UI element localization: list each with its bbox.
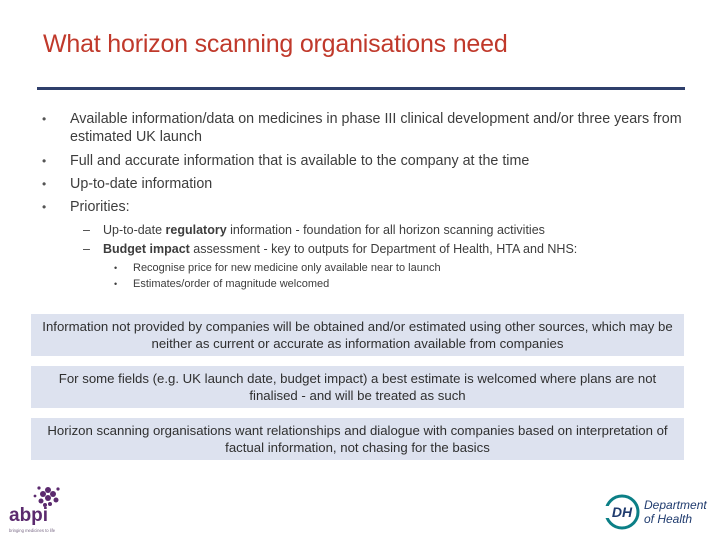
sub-bullet-item: [0, 261, 720, 278]
bullet-dot: •: [42, 200, 47, 214]
bullet-text: Available information/data on medicines in phase III clinical development and/or three years from estimated UK launch: [70, 111, 682, 145]
abpi-tagline: bringing medicines to life: [9, 528, 56, 533]
info-box-companies: Information not provided by companies will be obtained and/or estimated using other sources, which may be neither as current or accurate as information available from companies: [31, 314, 684, 356]
department-of-health-logo: [604, 494, 716, 530]
slide-title: What horizon scanning organisations need: [43, 30, 508, 58]
dh-name-line2: of Health: [644, 512, 693, 526]
sub-bullet-text: Recognise price for new medicine only available near to launch: [133, 262, 441, 274]
bullet-item: [0, 175, 720, 198]
sub-bullet-text: Estimates/order of magnitude welcomed: [133, 278, 330, 290]
dash-marker: –: [83, 242, 90, 256]
bullet-list: [0, 110, 720, 294]
bullet-item: [0, 198, 720, 222]
priority-text: Up-to-date regulatory information - foundation for all horizon scanning activities: [103, 223, 545, 237]
bullet-item: [0, 152, 720, 175]
bullet-text: Priorities:: [70, 199, 130, 215]
bullet-dot: •: [114, 263, 118, 273]
bullet-text: Full and accurate information that is available to the company at the time: [70, 153, 530, 169]
info-box-estimates: For some fields (e.g. UK launch date, budget impact) a best estimate is welcomed where plans are not finalised - and will be treated as such: [31, 366, 684, 408]
bullet-text: Up-to-date information: [70, 176, 213, 192]
dh-mark: DH: [611, 504, 633, 520]
bullet-dot: •: [114, 279, 118, 289]
abpi-logo: [6, 484, 70, 536]
bullet-dot: •: [42, 154, 47, 168]
info-box-relationships: Horizon scanning organisations want relationships and dialogue with companies based on interpretation of factual information, not chasing for the basics: [31, 418, 684, 460]
abpi-wordmark: abpi: [9, 505, 49, 526]
dh-name-line1: Department: [644, 498, 707, 512]
title-divider: [37, 87, 685, 90]
bullet-dot: •: [42, 177, 47, 191]
dash-marker: –: [83, 223, 90, 237]
priority-item: [0, 241, 720, 261]
priority-item: [0, 222, 720, 242]
bullet-item: [0, 110, 720, 150]
priority-text: Budget impact assessment - key to outputs for Department of Health, HTA and NHS:: [103, 242, 578, 256]
sub-bullet-item: [0, 277, 720, 294]
bullet-dot: •: [42, 112, 47, 126]
